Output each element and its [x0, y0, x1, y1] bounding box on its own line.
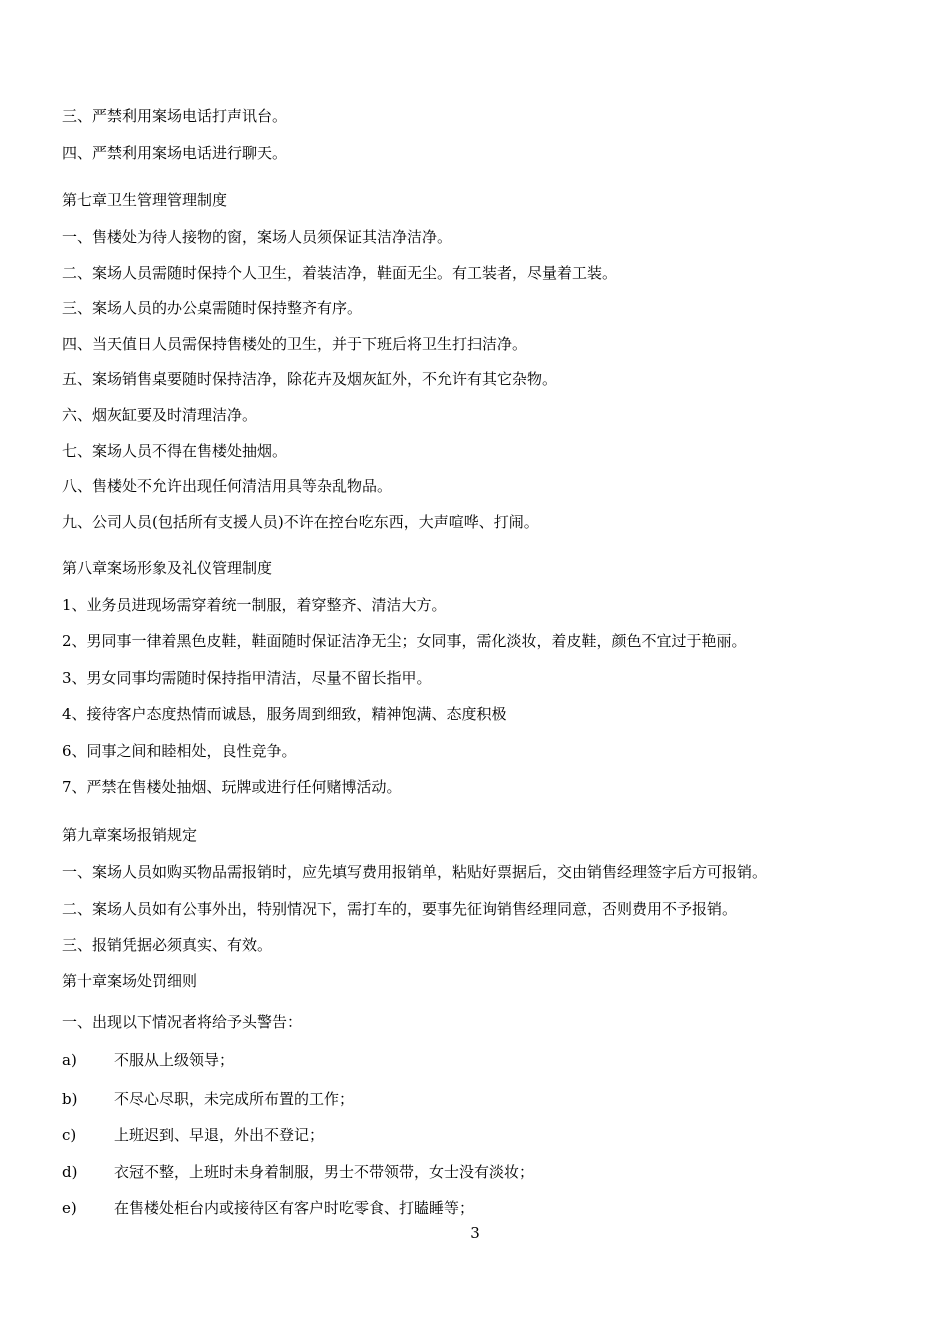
list-item — [62, 1125, 324, 1145]
text-line: 二、案场人员如有公事外出，特别情况下，需打车的，要事先征询销售经理同意，否则费用不予报销。 — [62, 900, 738, 918]
list-item — [62, 1198, 474, 1218]
text-line: 四、严禁利用案场电话进行聊天。 — [62, 144, 288, 162]
text-line: 一、案场人员如购买物品需报销时，应先填写费用报销单，粘贴好票据后，交由销售经理签字后方可报销。 — [62, 863, 768, 881]
list-text: 在售楼处柜台内或接待区有客户时吃零食、打瞌睡等； — [114, 1199, 475, 1217]
text-line: 一、出现以下情况者将给予头警告： — [62, 1013, 303, 1031]
text-line: 七、案场人员不得在售楼处抽烟。 — [62, 442, 288, 460]
chapter-heading: 第七章卫生管理管理制度 — [62, 191, 228, 209]
text-line: 4、接待客户态度热情而诚恳，服务周到细致，精神饱满、态度积极 — [62, 705, 507, 723]
text-line: 二、案场人员需随时保持个人卫生，着装洁净，鞋面无尘。有工装者，尽量着工装。 — [62, 264, 618, 282]
list-marker: e) — [62, 1199, 77, 1217]
text-line: 1、业务员进现场需穿着统一制服，着穿整齐、清洁大方。 — [62, 596, 447, 614]
list-marker: b) — [62, 1090, 78, 1108]
list-item — [62, 1089, 354, 1109]
list-marker: a) — [62, 1051, 77, 1069]
text-line: 一、售楼处为待人接物的窗，案场人员须保证其洁净洁净。 — [62, 228, 453, 246]
list-marker: d) — [62, 1163, 78, 1181]
page-number: 3 — [470, 1224, 480, 1242]
text-line: 八、售楼处不允许出现任何清洁用具等杂乱物品。 — [62, 477, 393, 495]
list-text: 衣冠不整，上班时未身着制服，男士不带领带，女士没有淡妆； — [114, 1163, 535, 1181]
chapter-heading: 第十章案场处罚细则 — [62, 972, 198, 990]
text-line: 三、严禁利用案场电话打声讯台。 — [62, 107, 288, 125]
list-text: 不服从上级领导； — [114, 1051, 235, 1069]
text-line: 九、公司人员(包括所有支援人员)不许在控台吃东西，大声喧哗、打闹。 — [62, 513, 539, 531]
text-line: 三、报销凭据必须真实、有效。 — [62, 936, 273, 954]
text-line: 7、严禁在售楼处抽烟、玩牌或进行任何赌博活动。 — [62, 778, 402, 796]
chapter-heading: 第八章案场形象及礼仪管理制度 — [62, 559, 273, 577]
list-item — [62, 1050, 234, 1070]
text-line: 六、烟灰缸要及时清理洁净。 — [62, 406, 258, 424]
text-line: 四、当天值日人员需保持售楼处的卫生，并于下班后将卫生打扫洁净。 — [62, 335, 528, 353]
text-line: 3、男女同事均需随时保持指甲清洁，尽量不留长指甲。 — [62, 669, 432, 687]
text-line: 2、男同事一律着黑色皮鞋，鞋面随时保证洁净无尘；女同事，需化淡妆，着皮鞋，颜色不宜过于艳丽。 — [62, 632, 747, 650]
list-item — [62, 1162, 534, 1182]
list-text: 上班迟到、早退，外出不登记； — [114, 1126, 325, 1144]
text-line: 6、同事之间和睦相处，良性竞争。 — [62, 742, 297, 760]
chapter-heading: 第九章案场报销规定 — [62, 826, 198, 844]
text-line: 五、案场销售桌要随时保持洁净，除花卉及烟灰缸外，不允许有其它杂物。 — [62, 370, 558, 388]
list-marker: c) — [62, 1126, 77, 1144]
list-text: 不尽心尽职，未完成所布置的工作； — [114, 1090, 355, 1108]
text-line: 三、案场人员的办公桌需随时保持整齐有序。 — [62, 299, 363, 317]
